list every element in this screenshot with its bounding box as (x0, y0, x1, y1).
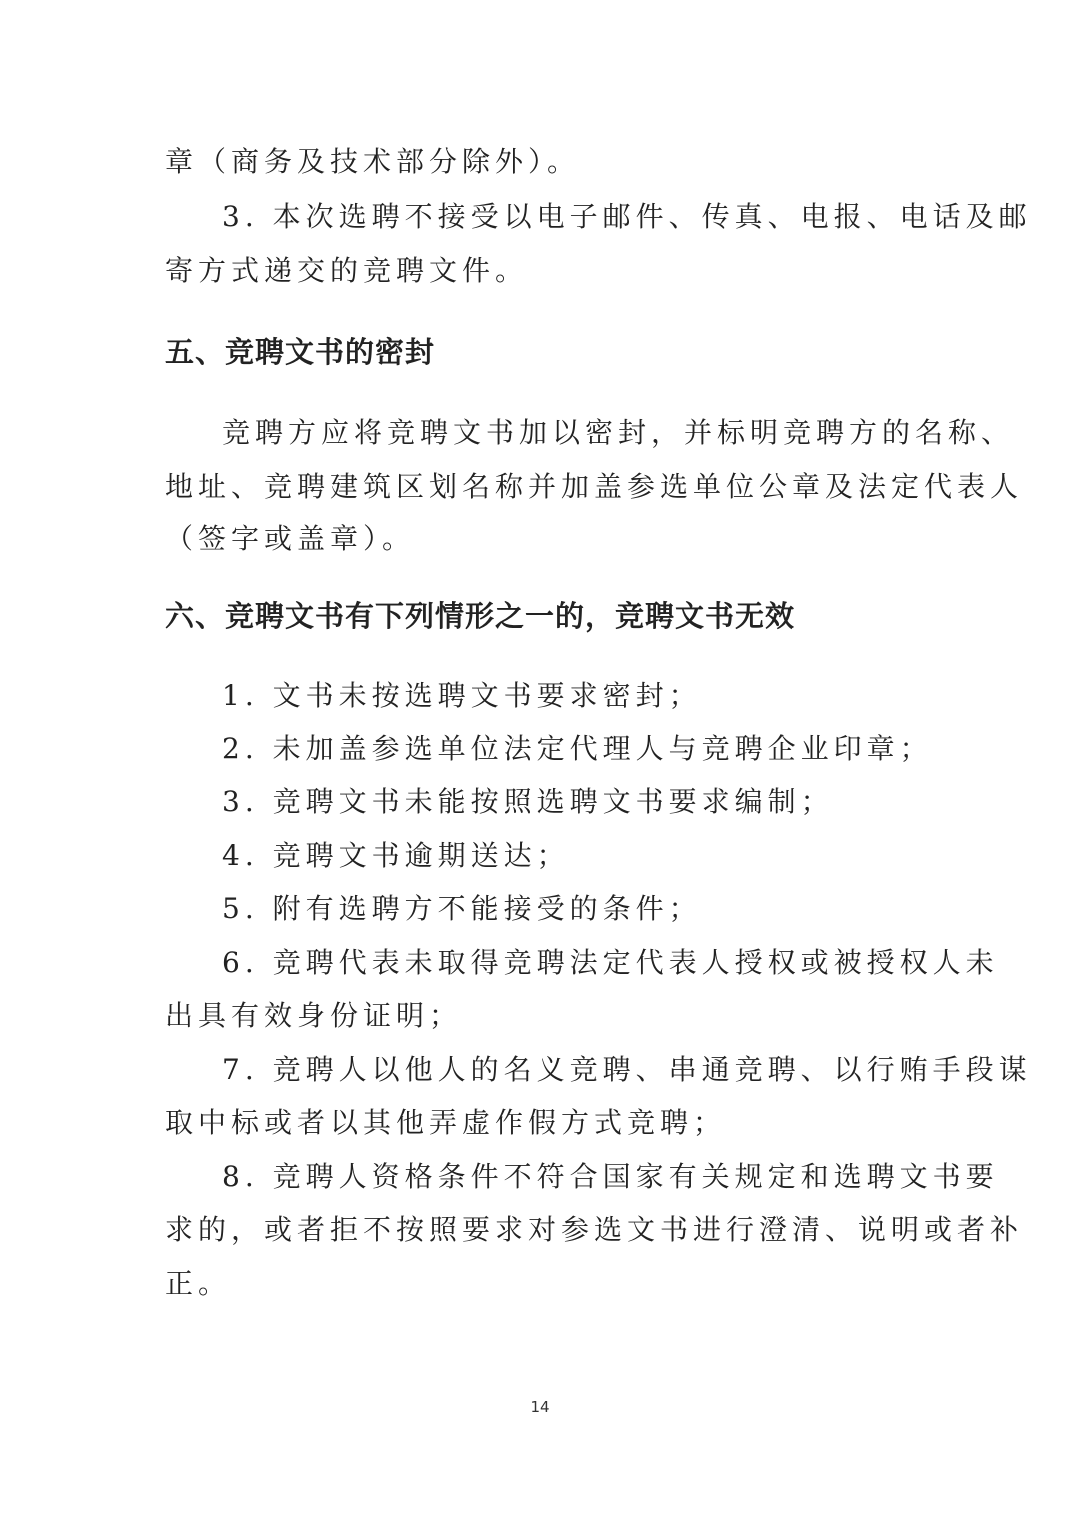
list-item-continuation: 取中标或者以其他弄虚作假方式竞聘； (165, 1106, 727, 1139)
page-number: 14 (530, 1398, 550, 1416)
list-item: 7. 竞聘人以他人的名义竞聘、串通竞聘、以行贿手段谋 (222, 1053, 1032, 1086)
list-item: 2. 未加盖参选单位法定代理人与竞聘企业印章； (222, 732, 933, 765)
paragraph-line: （签字或盖章）。 (165, 522, 416, 555)
list-item: 3. 竞聘文书未能按照选聘文书要求编制； (222, 785, 834, 818)
paragraph-line: 章（商务及技术部分除外）。 (165, 145, 581, 178)
paragraph-line: 地址、竞聘建筑区划名称并加盖参选单位公章及法定代表人 (165, 470, 1024, 503)
list-item: 5. 附有选聘方不能接受的条件； (222, 892, 702, 925)
list-item: 1. 文书未按选聘文书要求密封； (222, 679, 702, 712)
list-item-continuation: 求的，或者拒不按照要求对参选文书进行澄清、说明或者补 (165, 1213, 1024, 1246)
list-item-continuation: 出具有效身份证明； (165, 999, 463, 1032)
list-item-continuation: 正。 (165, 1267, 232, 1300)
list-item: 6. 竞聘代表未取得竞聘法定代表人授权或被授权人未 (222, 946, 999, 979)
list-item: 8. 竞聘人资格条件不符合国家有关规定和选聘文书要 (222, 1160, 999, 1193)
paragraph-line: 3. 本次选聘不接受以电子邮件、传真、电报、电话及邮 (222, 200, 1032, 233)
list-item: 4. 竞聘文书逾期送达； (222, 839, 570, 872)
paragraph-line: 竞聘方应将竞聘文书加以密封，并标明竞聘方的名称、 (222, 416, 1015, 449)
paragraph-line: 寄方式递交的竞聘文件。 (165, 254, 529, 287)
section-heading-5: 五、竞聘文书的密封 (165, 335, 436, 369)
section-heading-6: 六、竞聘文书有下列情形之一的，竞聘文书无效 (165, 599, 796, 633)
